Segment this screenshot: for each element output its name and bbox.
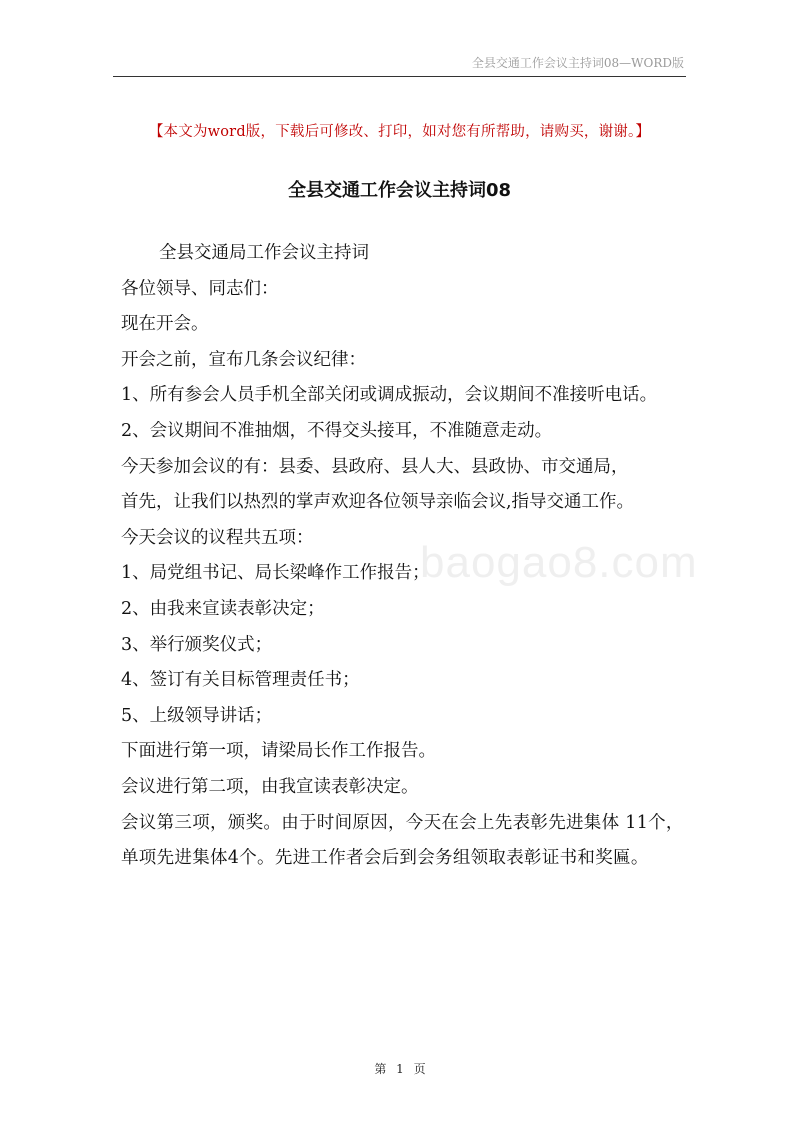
- page-number: 1: [396, 1062, 404, 1076]
- page-number-suffix: 页: [413, 1062, 426, 1076]
- body-paragraph: 开会之前，宣布几条会议纪律：: [121, 349, 366, 370]
- body-paragraph: 今天会议的议程共五项：: [121, 527, 314, 548]
- body-paragraph: 下面进行第一项，请梁局长作工作报告。: [121, 741, 436, 762]
- body-paragraph: 现在开会。: [121, 314, 209, 335]
- body-paragraph: 2、由我来宣读表彰决定；: [121, 598, 325, 619]
- body-paragraph: 首先，让我们以热烈的掌声欢迎各位领导亲临会议,指导交通工作。: [121, 492, 635, 513]
- body-paragraph: 1、所有参会人员手机全部关闭或调成振动，会议期间不准接听电话。: [121, 385, 658, 406]
- body-paragraph: 4、签订有关目标管理责任书；: [121, 670, 360, 691]
- body-paragraph: 3、举行颁奖仪式；: [121, 634, 273, 655]
- page-footer: [0, 1060, 800, 1077]
- running-header: 全县交通工作会议主持词08—WORD版: [471, 56, 684, 70]
- purchase-notice: 【本文为word版，下载后可修改、打印，如对您有所帮助，请购买，谢谢。】: [148, 124, 651, 140]
- body-paragraph: 2、会议期间不准抽烟，不得交头接耳，不准随意走动。: [121, 420, 553, 441]
- page-number-prefix: 第: [374, 1062, 387, 1076]
- watermark: baogao8.com: [420, 538, 698, 587]
- body-paragraph: 1、局党组书记、局长梁峰作工作报告；: [121, 563, 430, 584]
- header-divider: [113, 76, 686, 77]
- document-title: 全县交通工作会议主持词08: [287, 180, 512, 201]
- body-paragraph: 会议进行第二项，由我宣读表彰决定。: [121, 776, 419, 797]
- body-paragraph: 全县交通局工作会议主持词: [159, 243, 369, 263]
- document-body: [121, 236, 687, 877]
- body-paragraph: 今天参加会议的有：县委、县政府、县人大、县政协、市交通局，: [121, 456, 629, 477]
- body-paragraph: 各位领导、同志们：: [121, 278, 279, 299]
- body-paragraph: 5、上级领导讲话；: [121, 705, 273, 726]
- body-paragraph: 会议第三项，颁奖。由于时间原因，今天在会上先表彰先进集体 11个，单项先进集体4个。先进工作者会后到会务组领取表彰证书和奖匾。: [121, 812, 684, 869]
